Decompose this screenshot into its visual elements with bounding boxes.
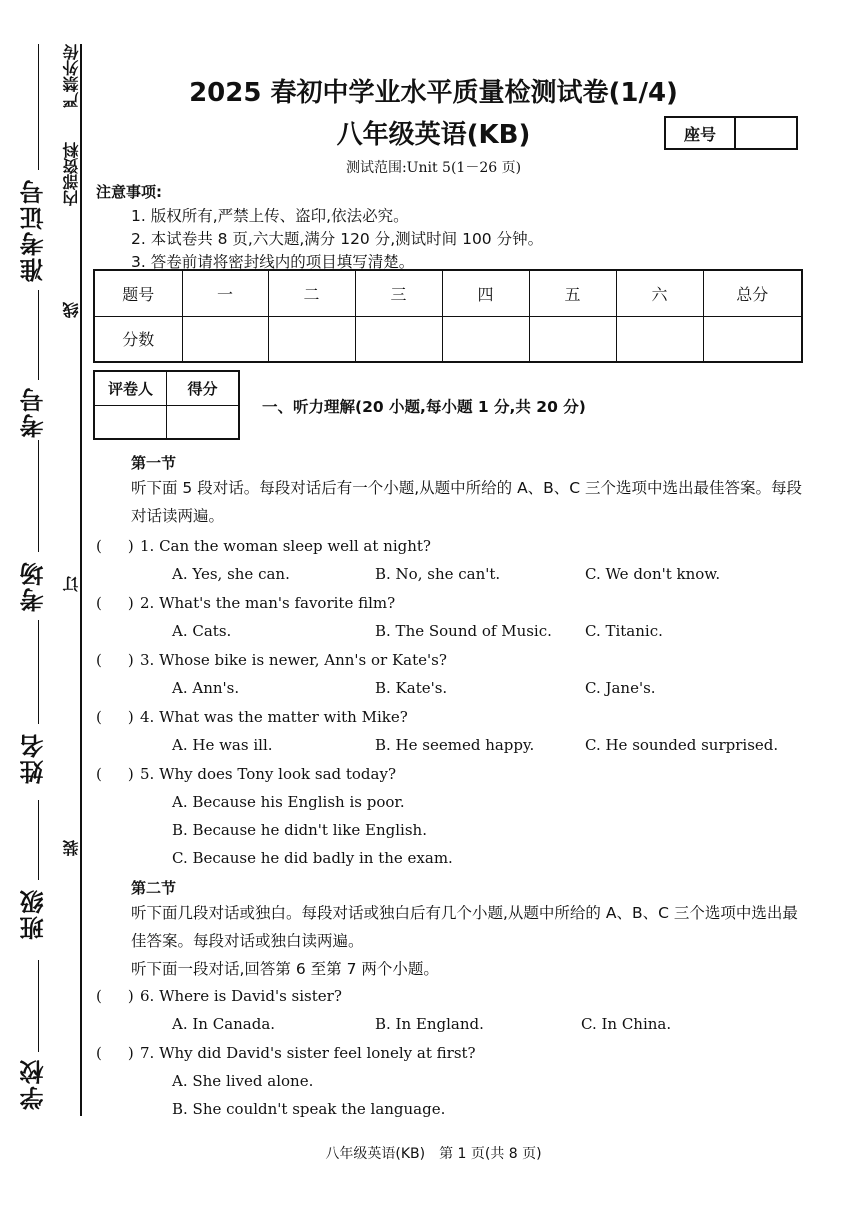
- no-distribution-mark: 严禁外传: [62, 44, 81, 108]
- option: B. Because he didn't like English.: [172, 821, 427, 839]
- class-label: 班级: [20, 888, 48, 940]
- question-4: [96, 708, 408, 726]
- answer-bracket[interactable]: ( ): [96, 987, 134, 1005]
- exam-no-blank[interactable]: [38, 290, 39, 380]
- notice-item: 3. 答卷前请将密封线内的项目填写清楚。: [131, 253, 415, 271]
- score-table-header-cell: 四: [442, 270, 529, 316]
- score-cell[interactable]: [616, 316, 703, 362]
- question-7: [96, 1044, 476, 1062]
- exam-title: 2025 春初中学业水平质量检测试卷(1/4): [189, 78, 678, 108]
- exam-subtitle: 八年级英语(KB): [336, 120, 531, 150]
- option: B. No, she can't.: [375, 565, 501, 583]
- question-text: 4. What was the matter with Mike?: [140, 708, 408, 726]
- score-cell[interactable]: [529, 316, 616, 362]
- internal-material-mark: 内部资料: [62, 142, 81, 206]
- score-table-header-cell: 五: [529, 270, 616, 316]
- school-blank[interactable]: [38, 960, 39, 1052]
- score-cell[interactable]: [355, 316, 442, 362]
- score-table-header-cell: 六: [616, 270, 703, 316]
- notice-item: 1. 版权所有,严禁上传、盗印,依法必究。: [131, 207, 409, 225]
- option: C. Jane's.: [585, 679, 656, 697]
- answer-bracket[interactable]: ( ): [96, 651, 134, 669]
- part-instructions: 听下面几段对话或独白。每段对话或独白后有几个小题,从题中所给的 A、B、C 三个选项中选出最佳答案。每段对话或独白读两遍。: [131, 904, 798, 950]
- option: B. He seemed happy.: [375, 736, 535, 754]
- exam-room-blank[interactable]: [38, 440, 39, 552]
- test-range: 测试范围:Unit 5(1－26 页): [345, 160, 522, 176]
- score-row-label: 分数: [94, 316, 182, 362]
- grader-cell[interactable]: [94, 405, 167, 439]
- name-blank[interactable]: [38, 620, 39, 724]
- score-cell[interactable]: [268, 316, 355, 362]
- score-header: 得分: [167, 371, 240, 405]
- exam-no-label: 考号: [20, 386, 48, 438]
- question-text: 2. What's the man's favorite film?: [140, 594, 396, 612]
- score-table-header-cell: 题号: [94, 270, 182, 316]
- score-table-header-cell: 一: [182, 270, 268, 316]
- question-text: 1. Can the woman sleep well at night?: [140, 537, 431, 555]
- option: C. He sounded surprised.: [585, 736, 779, 754]
- question-text: 3. Whose bike is newer, Ann's or Kate's?: [140, 651, 447, 669]
- option: A. Yes, she can.: [172, 565, 290, 583]
- option: A. Because his English is poor.: [172, 793, 405, 811]
- notice-heading: 注意事项:: [96, 183, 162, 201]
- option: A. Ann's.: [172, 679, 240, 697]
- grader-table: [93, 370, 240, 440]
- question-5: [96, 765, 396, 783]
- option: A. Cats.: [172, 622, 232, 640]
- question-3: [96, 651, 447, 669]
- option: B. The Sound of Music.: [375, 622, 552, 640]
- score-cell[interactable]: [442, 316, 529, 362]
- sub-instructions: 听下面一段对话,回答第 6 至第 7 两个小题。: [131, 960, 439, 978]
- question-6: [96, 987, 342, 1005]
- option: C. Titanic.: [585, 622, 663, 640]
- part-heading: 第一节: [131, 454, 177, 472]
- option: B. In England.: [375, 1015, 484, 1033]
- question-1: [96, 537, 431, 555]
- answer-bracket[interactable]: ( ): [96, 708, 134, 726]
- answer-bracket[interactable]: ( ): [96, 765, 134, 783]
- option: A. He was ill.: [172, 736, 273, 754]
- seal-bind-mark: 装: [62, 840, 81, 856]
- question-text: 6. Where is David's sister?: [140, 987, 342, 1005]
- part-heading: 第二节: [131, 879, 177, 897]
- score-table-header-cell: 总分: [703, 270, 802, 316]
- answer-bracket[interactable]: ( ): [96, 537, 134, 555]
- seat-number-box: [664, 116, 798, 150]
- option: C. In China.: [581, 1015, 672, 1033]
- option: A. She lived alone.: [172, 1072, 314, 1090]
- section-score-cell[interactable]: [167, 405, 240, 439]
- question-text: 5. Why does Tony look sad today?: [140, 765, 396, 783]
- admission-no-label: 准考证号: [20, 178, 48, 282]
- answer-bracket[interactable]: ( ): [96, 594, 134, 612]
- seat-number-label: 座号: [666, 118, 736, 148]
- option: C. Because he did badly in the exam.: [172, 849, 453, 867]
- score-cell[interactable]: [182, 316, 268, 362]
- option: B. Kate's.: [375, 679, 448, 697]
- seat-number-field[interactable]: [736, 118, 796, 148]
- section-title: 一、听力理解(20 小题,每小题 1 分,共 20 分): [262, 398, 586, 416]
- notice-item: 2. 本试卷共 8 页,六大题,满分 120 分,测试时间 100 分钟。: [131, 230, 544, 248]
- grader-header: 评卷人: [94, 371, 167, 405]
- option: B. She couldn't speak the language.: [172, 1100, 446, 1118]
- option: A. In Canada.: [172, 1015, 276, 1033]
- score-table-header-cell: 二: [268, 270, 355, 316]
- option: C. We don't know.: [585, 565, 721, 583]
- seal-line-mark: 线: [62, 302, 81, 318]
- score-cell[interactable]: [703, 316, 802, 362]
- page-footer: 八年级英语(KB) 第 1 页(共 8 页): [325, 1146, 542, 1162]
- answer-bracket[interactable]: ( ): [96, 1044, 134, 1062]
- question-text: 7. Why did David's sister feel lonely at first?: [140, 1044, 476, 1062]
- school-label: 学校: [20, 1058, 48, 1110]
- seal-order-mark: 订: [62, 576, 81, 592]
- score-table-header-cell: 三: [355, 270, 442, 316]
- class-blank[interactable]: [38, 800, 39, 880]
- score-table: [93, 269, 803, 363]
- question-2: [96, 594, 395, 612]
- exam-room-label: 考场: [20, 560, 48, 612]
- name-label: 姓名: [20, 732, 48, 784]
- part-instructions: 听下面 5 段对话。每段对话后有一个小题,从题中所给的 A、B、C 三个选项中选出最佳答案。每段对话读两遍。: [131, 479, 803, 525]
